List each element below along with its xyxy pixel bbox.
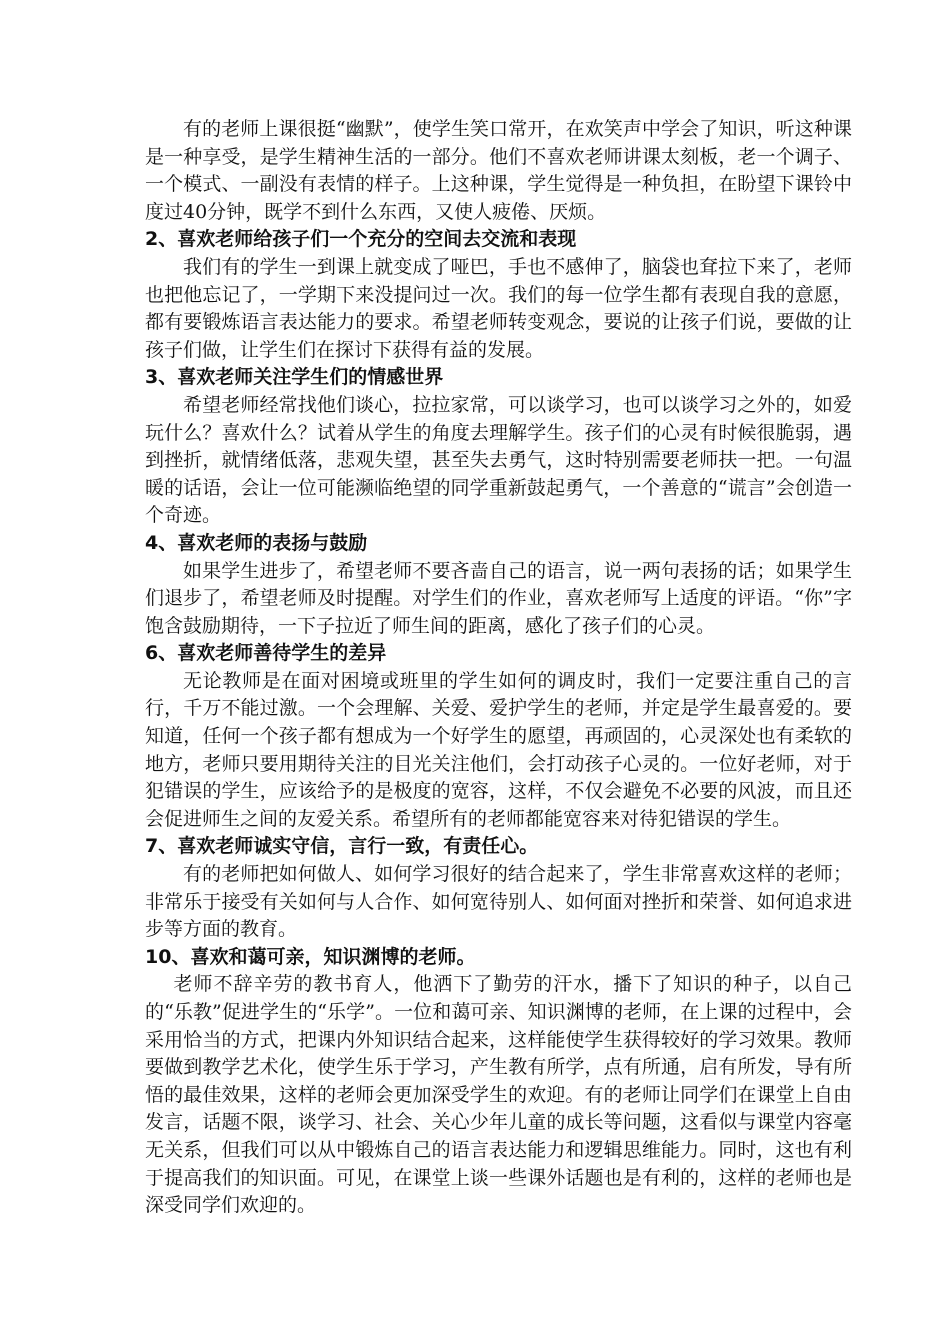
section-body-6: 无论教师是在面对困境或班里的学生如何的调皮时，我们一定要注重自己的言行，千万不能过激。一个会理解、关爱、爱护学生的老师，并定是学生最喜爱的。要知道，任何一个孩子都有想成为一个好学生的愿望，再顽固的，心灵深处也有柔软的地方，老师只要用期待关注的目光关注他们，会打动孩子心灵的。一位好老师，对于犯错误的学生，应该给予的是极度的宽容，这样，不仅会避免不必要的风波，而且还会促进师生之间的友爱关系。希望所有的老师都能宽容来对待犯错误的学生。 [145,669,852,830]
section-body-4: 如果学生进步了，希望老师不要吝啬自己的语言，说一两句表扬的话；如果学生们退步了，希望老师及时提醒。对学生们的作业，喜欢老师写上适度的评语。“你”字饱含鼓励期待，一下子拉近了师生间的距离，感化了孩子们的心灵。 [145,559,852,637]
section-heading-4: 4、喜欢老师的表扬与鼓励 [145,531,368,554]
section-body-10: 老师不辞辛劳的教书育人，他洒下了勤劳的汗水，播下了知识的种子，以自己的“乐教”促进学生的“乐学”。一位和蔼可亲、知识渊博的老师，在上课的过程中，会采用恰当的方式，把课内外知识结合起来，这样能使学生获得较好的学习效果。教师要做到教学艺术化，使学生乐于学习，产生教有所学，点有所通，启有所发，导有所悟的最佳效果，这样的老师会更加深受学生的欢迎。有的老师让同学们在课堂上自由发言，话题不限，谈学习、社会、关心少年儿童的成长等问题，这看似与课堂内容毫无关系，但我们可以从中锻炼自己的语言表达能力和逻辑思维能力。同时，这也有利于提高我们的知识面。可见，在课堂上谈一些课外话题也是有利的，这样的老师也是深受同学们欢迎的。 [145,973,852,1217]
section-heading-7: 7、喜欢老师诚实守信，言行一致，有责任心。 [145,835,539,858]
section-heading-6: 6、喜欢老师善待学生的差异 [145,642,387,665]
section-heading-10: 10、喜欢和蔼可亲，知识渊博的老师。 [145,945,476,968]
section-body-3: 希望老师经常找他们谈心，拉拉家常，可以谈学习，也可以谈学习之外的，如爱玩什么？喜欢什么？试着从学生的角度去理解学生。孩子们的心灵有时候很脆弱，遇到挫折，就情绪低落，悲观失望，甚至失去勇气，这时特别需要老师扶一把。一句温暖的话语，会让一位可能濒临绝望的同学重新鼓起勇气，一个善意的“谎言”会创造一个奇迹。 [145,393,852,527]
section-body-7: 有的老师把如何做人、如何学习很好的结合起来了，学生非常喜欢这样的老师；非常乐于接受有关如何与人合作、如何宽待别人、如何面对挫折和荣誉、如何追求进步等方面的教育。 [145,863,852,941]
section-body-2: 我们有的学生一到课上就变成了哑巴，手也不感伸了，脑袋也耷拉下来了，老师也把他忘记了，一学期下来没提问过一次。我们的每一位学生都有表现自我的意愿，都有要锻炼语言表达能力的要求。希望老师转变观念，要说的让孩子们说，要做的让孩子们做，让学生们在探讨下获得有益的发展。 [145,255,852,361]
intro-paragraph: 有的老师上课很挺“幽默”，使学生笑口常开，在欢笑声中学会了知识，听这种课是一种享受，是学生精神生活的一部分。他们不喜欢老师讲课太刻板，老一个调子、一个模式、一副没有表情的样子。上这种课，学生觉得是一种负担，在盼望下课铃中度过40分钟，既学不到什么东西，又使人疲倦、厌烦。 [145,118,852,223]
section-heading-2: 2、喜欢老师给孩子们一个充分的空间去交流和表现 [145,228,577,251]
section-heading-3: 3、喜欢老师关注学生们的情感世界 [145,366,444,389]
